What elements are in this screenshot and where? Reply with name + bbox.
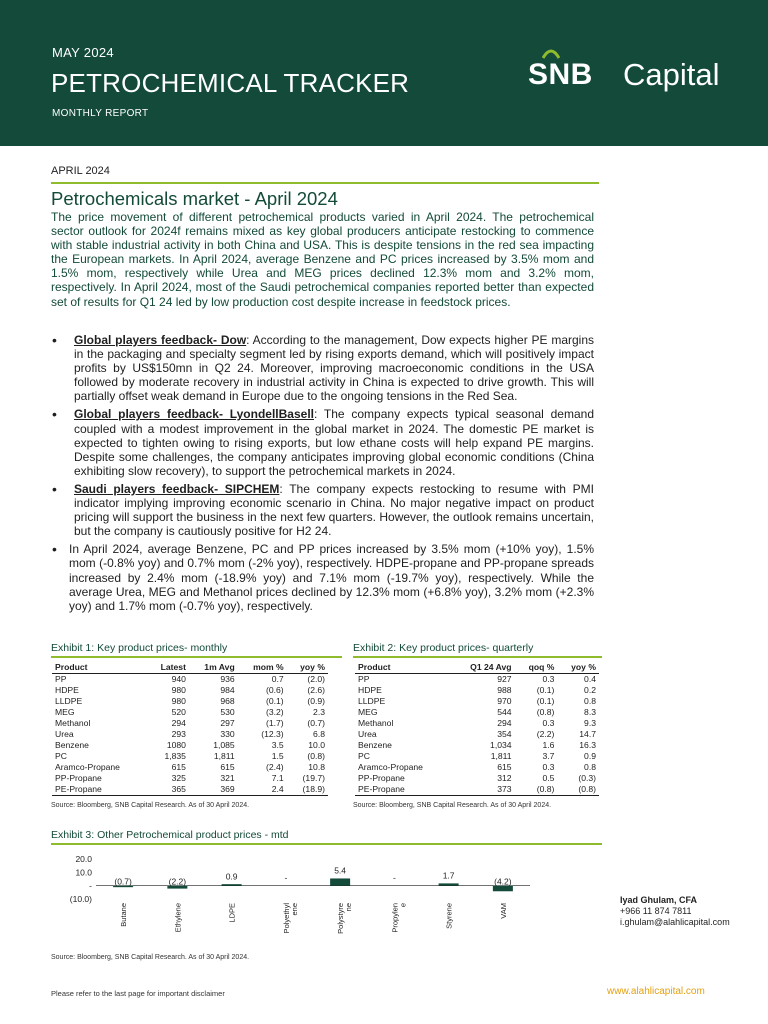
table-cell: (0.1): [536, 695, 555, 706]
table-row: [52, 784, 328, 796]
table-cell: (0.8): [515, 784, 558, 796]
table-cell: MEG: [358, 706, 378, 717]
table-cell: 0.9: [584, 750, 596, 761]
table-cell: HDPE: [358, 684, 382, 695]
table-cell: 354: [497, 728, 512, 739]
table-cell: (0.6): [265, 684, 284, 695]
x-tick-label: Polyethyl: [281, 903, 291, 934]
table-cell: 615: [220, 761, 235, 772]
table-cell: (0.3): [578, 772, 596, 783]
table-cell: (19.7): [302, 772, 325, 783]
bar-ldpe: [222, 884, 242, 886]
table-cell: (0.8): [557, 784, 599, 796]
footer-disclaimer: Please refer to the last page for important disclaimer: [51, 989, 225, 998]
x-tick-label: VAM: [498, 903, 508, 919]
table-cell: (0.9): [307, 695, 325, 706]
table-cell: 10.8: [308, 761, 325, 772]
table-cell: 1.6: [542, 739, 555, 750]
bar-polystyrene: [330, 878, 350, 885]
table-cell: 2.3: [313, 706, 325, 717]
y-tick-label: (10.0): [69, 894, 92, 904]
table-cell: 1080: [166, 739, 186, 750]
logo-secondary: Capital: [623, 57, 720, 92]
table-cell: Urea: [55, 728, 74, 739]
table-cell: 0.4: [584, 673, 596, 684]
table-cell: Urea: [358, 728, 377, 739]
table-cell: 373: [451, 784, 515, 796]
table-cell: Aramco-Propane: [358, 761, 423, 772]
x-tick-label: Styrene: [444, 903, 454, 929]
report-header: [0, 0, 768, 146]
analyst-email[interactable]: i.ghulam@alahlicapital.com: [620, 917, 730, 927]
category-label-group: [173, 903, 182, 932]
column-header: yoy %: [557, 661, 599, 673]
table-row: [52, 729, 328, 740]
table-row: [52, 740, 328, 751]
x-tick-label: Propylen: [390, 903, 400, 933]
column-header: qoq %: [515, 661, 558, 673]
table-cell: 615: [497, 761, 512, 772]
table-row: [355, 751, 599, 762]
table-cell: (0.1): [536, 684, 555, 695]
x-tick-label: Polystyre: [336, 903, 346, 934]
table-cell: 365: [147, 784, 189, 796]
bullet-lead: Global players feedback- LyondellBasell: [74, 407, 314, 422]
table-cell: 544: [497, 706, 512, 717]
bullet-list: [51, 333, 594, 617]
table-cell: LLDPE: [55, 695, 83, 706]
table-cell: (0.7): [307, 717, 325, 728]
table-cell: Aramco-Propane: [55, 761, 120, 772]
table-cell: 8.3: [584, 706, 596, 717]
bullet-text: : The company expects restocking to resume with PMI indicator implying improving economic scenario in China. No major negative impact on product pricing will support the business in the next few quarters. However, the outlook remains uncertain, but the company is cautiously positive for H2 24.: [74, 481, 594, 539]
section-divider: [51, 182, 599, 184]
y-tick-label: 10.0: [75, 867, 92, 878]
data-label: (2.2): [168, 876, 187, 887]
table-cell: 520: [171, 706, 186, 717]
analyst-contact: [620, 895, 730, 928]
table-cell: 9.3: [584, 717, 596, 728]
table-cell: MEG: [55, 706, 75, 717]
table-cell: 294: [171, 717, 186, 728]
table-cell: 3.5: [271, 739, 284, 750]
table-row: [52, 718, 328, 729]
table-cell: 0.2: [584, 684, 596, 695]
table-cell: Benzene: [358, 739, 392, 750]
bullet-text: : According to the management, Dow expects higher PE margins in the packaging and specialty segment led by rising exports demand, which will positively impact profits by US$150mn in Q2 24. Moreover, improving macroeconomic conditions in the USA followed by moderate recovery in industrial activity in China is expected to drive growth. This will partially offset weak demand in Europe due to the ongoing tensions in the Red Sea.: [74, 333, 595, 404]
analyst-name: Iyad Ghulam, CFA: [620, 895, 698, 905]
bullet-text: In April 2024, average Benzene, PC and PP prices increased by 3.5% mom (+10% yoy), 1.5% mom (-0.8% yoy) and 0.7% mom (-2% yoy), respectively. HDPE-propane and PP-propane spreads increased by 2.4% mom (-18.9% yoy) and 7.1% mom (-19.7% yoy), respectively. While the average Urea, MEG and Methanol prices declined by 12.3% mom (+6.8% yoy), 3.2% mom (+2.3% yoy) and 1.7% mom (-0.7% yoy), respectively.: [69, 542, 594, 613]
table-cell: 1,085: [213, 739, 235, 750]
bullet-lead: Global players feedback- Dow: [74, 333, 247, 347]
column-header: 1m Avg: [189, 661, 238, 673]
report-date: MAY 2024: [52, 45, 114, 60]
table-cell: PC: [55, 750, 67, 761]
category-label-group: [282, 903, 299, 934]
data-label: (4.2): [494, 876, 512, 887]
exhibit2-title: Exhibit 2: Key product prices- quarterly: [353, 642, 534, 654]
table-cell: 615: [171, 761, 186, 772]
table-cell: 927: [497, 673, 512, 684]
table-cell: Methanol: [55, 717, 91, 728]
table-cell: 1.5: [271, 750, 284, 761]
table-cell: 0.8: [584, 761, 596, 772]
bullet-text: : The company expects typical seasonal demand coupled with a modest improvement in the global market in 2024. The domestic PE market is expected to tighten owing to rising exports, but low ethane costs will help expand PE margins. Despite some challenges, the company anticipates improving global economic conditions (China exhibiting slow recovery), to support the petrochemical markets in 2024.: [74, 407, 594, 478]
logo-primary: SNB: [528, 58, 593, 91]
table-cell: PE-Propane: [355, 784, 451, 796]
table-row: [52, 751, 328, 762]
table-cell: PP-Propane: [55, 772, 102, 783]
x-tick-label: e: [398, 903, 408, 908]
y-tick-label: -: [89, 880, 92, 891]
table-cell: (2.0): [307, 673, 325, 684]
table-row: [52, 673, 328, 685]
exhibit2-rule: [353, 656, 602, 658]
table-cell: 10.0: [308, 739, 325, 750]
table-cell: (18.9): [287, 784, 328, 796]
table-row: [52, 685, 328, 696]
table-cell: HDPE: [55, 684, 79, 695]
table-cell: 312: [497, 772, 512, 783]
intro-paragraph: The price movement of different petrochemical products varied in April 2024. The petrochemical sector outlook for 2024f remains mixed as key global producers anticipate restocking to commence with stable industrial activity in both China and USA. This is despite tensions in the red sea impacting the European markets. In April 2024, average Benzene and PC prices increased by 3.5% mom and 1.5% mom, respectively while Urea and MEG prices declined 12.3% mom and 3.2% mom, respectively. In April 2024, most of the Saudi petrochemical companies reported better than expected set of results for Q1 24 led by low production cost despite increase in feedstock prices.: [51, 210, 594, 309]
exhibit1-table: [52, 661, 328, 796]
bullet-lyondellbasell: [51, 407, 594, 477]
x-tick-label: LDPE: [227, 903, 237, 923]
table-cell: 294: [497, 717, 512, 728]
table-row: [355, 762, 599, 773]
table-cell: PP-Propane: [358, 772, 405, 783]
column-header: Latest: [147, 661, 189, 673]
table-cell: Benzene: [55, 739, 89, 750]
category-label-group: [228, 903, 237, 923]
table-cell: PC: [358, 750, 370, 761]
report-title: PETROCHEMICAL TRACKER: [51, 68, 410, 98]
exhibit2-table: [355, 661, 599, 796]
table-cell: 1,811: [490, 750, 512, 761]
table-cell: Methanol: [358, 717, 394, 728]
exhibit3-rule: [51, 843, 602, 845]
exhibit1-source: Source: Bloomberg, SNB Capital Research. As of 30 April 2024.: [51, 802, 250, 809]
category-label-group: [336, 903, 353, 934]
table-cell: (0.1): [265, 695, 284, 706]
category-label-group: [445, 903, 454, 929]
table-cell: (3.2): [265, 706, 284, 717]
data-label: 0.9: [225, 871, 238, 882]
x-tick-label: Butane: [119, 903, 129, 927]
table-cell: 530: [220, 706, 235, 717]
table-cell: PE-Propane: [52, 784, 147, 796]
table-row: [355, 685, 599, 696]
exhibit3-source: Source: Bloomberg, SNB Capital Research. As of 30 April 2024.: [51, 954, 250, 961]
table-cell: 7.1: [271, 772, 284, 783]
exhibit3-chart: [50, 852, 570, 952]
table-cell: 0.8: [584, 695, 596, 706]
category-label-group: [119, 903, 128, 927]
table-cell: 0.3: [542, 717, 555, 728]
bullet-dot-icon: •: [52, 406, 57, 423]
section-month: APRIL 2024: [51, 165, 110, 177]
data-label: -: [284, 872, 288, 883]
snb-capital-logo: [528, 48, 748, 94]
table-row: [52, 707, 328, 718]
analyst-phone: +966 11 874 7811: [620, 906, 692, 916]
bullet-lead: Saudi players feedback- SIPCHEM: [74, 481, 280, 496]
data-label: (0.7): [114, 876, 132, 887]
table-row: [355, 673, 599, 685]
table-cell: 293: [171, 728, 186, 739]
data-label: 1.7: [442, 870, 455, 881]
bullet-dot-icon: •: [52, 480, 57, 497]
table-cell: PP: [358, 673, 370, 684]
column-header: yoy %: [287, 661, 328, 673]
table-cell: 0.5: [542, 772, 555, 783]
table-cell: (12.3): [261, 728, 284, 739]
table-cell: (0.8): [307, 750, 325, 761]
footer-website-link[interactable]: www.alahlicapital.com: [607, 986, 705, 997]
table-cell: 0.3: [542, 673, 555, 684]
bar-styrene: [439, 883, 459, 885]
table-cell: 936: [220, 673, 235, 684]
table-row: [355, 784, 599, 796]
x-tick-label: ne: [344, 903, 354, 912]
table-row: [52, 773, 328, 784]
table-row: [355, 773, 599, 784]
table-row: [52, 696, 328, 707]
table-cell: (0.8): [536, 706, 555, 717]
table-cell: 16.3: [579, 739, 596, 750]
table-row: [52, 762, 328, 773]
bullet-sipchem: [51, 482, 594, 538]
table-cell: 984: [220, 684, 235, 695]
table-cell: 3.7: [542, 750, 555, 761]
bullet-prices-summary: [51, 542, 594, 612]
table-cell: 940: [171, 673, 186, 684]
table-cell: 1,034: [490, 739, 512, 750]
section-heading: Petrochemicals market - April 2024: [51, 188, 338, 209]
table-cell: 6.8: [313, 728, 325, 739]
bullet-dot-icon: •: [52, 332, 57, 348]
table-cell: 321: [220, 772, 235, 783]
report-subtitle: MONTHLY REPORT: [52, 108, 149, 119]
table-cell: (1.7): [265, 717, 284, 728]
table-row: [355, 718, 599, 729]
table-cell: 980: [171, 695, 186, 706]
column-header: mom %: [238, 661, 287, 673]
table-cell: (2.2): [536, 728, 555, 739]
table-row: [355, 696, 599, 707]
table-cell: 0.7: [271, 673, 284, 684]
table-cell: 14.7: [579, 728, 596, 739]
table-row: [355, 707, 599, 718]
column-header: Product: [355, 661, 451, 673]
table-cell: 970: [497, 695, 512, 706]
table-cell: 325: [171, 772, 186, 783]
exhibit2-source: Source: Bloomberg, SNB Capital Research. As of 30 April 2024.: [353, 802, 552, 809]
table-cell: 980: [171, 684, 186, 695]
table-cell: 988: [497, 684, 512, 695]
table-cell: (2.6): [307, 684, 325, 695]
table-cell: 968: [220, 695, 235, 706]
data-label: -: [392, 872, 396, 883]
y-tick-label: 20.0: [75, 854, 92, 864]
exhibit1-rule: [51, 656, 342, 658]
bullet-dow: [51, 333, 594, 403]
table-cell: 330: [220, 728, 235, 739]
column-header: Product: [52, 661, 147, 673]
table-cell: 297: [220, 717, 235, 728]
table-cell: 369: [189, 784, 238, 796]
table-row: [355, 740, 599, 751]
x-tick-label: ene: [289, 903, 299, 916]
category-label-group: [499, 903, 508, 919]
table-row: [355, 729, 599, 740]
table-cell: 0.3: [542, 761, 555, 772]
table-cell: 2.4: [238, 784, 287, 796]
table-cell: 1,835: [164, 750, 186, 761]
table-cell: (2.4): [265, 761, 284, 772]
table-cell: PP: [55, 673, 67, 684]
column-header: Q1 24 Avg: [451, 661, 515, 673]
exhibit1-title: Exhibit 1: Key product prices- monthly: [51, 642, 228, 654]
x-tick-label: Ethylene: [173, 903, 183, 933]
table-cell: LLDPE: [358, 695, 386, 706]
category-label-group: [390, 903, 407, 933]
exhibit3-title: Exhibit 3: Other Petrochemical product prices - mtd: [51, 829, 289, 841]
data-label: 5.4: [334, 865, 347, 876]
table-cell: 1,811: [213, 750, 235, 761]
bullet-dot-icon: •: [52, 541, 57, 558]
